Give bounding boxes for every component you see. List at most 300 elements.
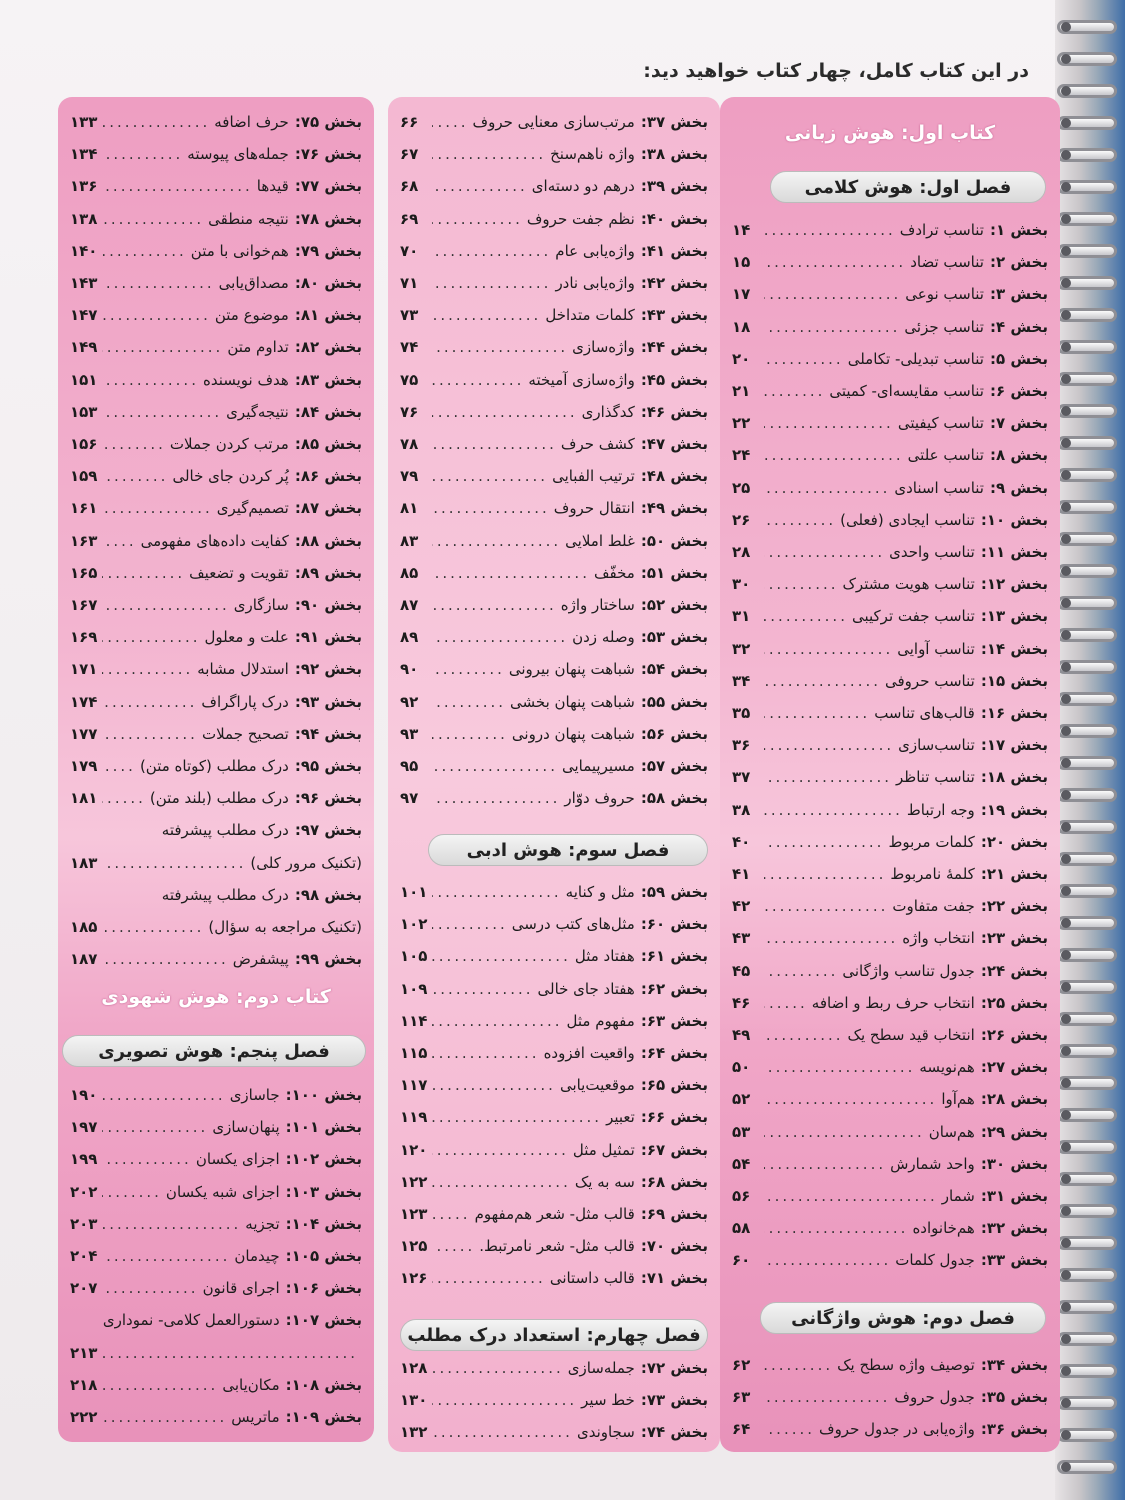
toc-entry[interactable] (732, 732, 1048, 758)
leader-dots (432, 371, 524, 389)
leader-dots (764, 801, 903, 819)
leader-dots (764, 1388, 890, 1406)
leader-dots (102, 177, 253, 195)
toc-entry[interactable] (732, 1215, 1048, 1241)
page-number: ۱۲۲ (400, 1172, 428, 1191)
section-number: بخش ۴۶: (640, 402, 708, 421)
page-number: ۳۶ (732, 736, 751, 755)
page-number: ۱۱۷ (400, 1076, 428, 1095)
toc-entry[interactable] (400, 1355, 708, 1381)
section-title: تجزیه (245, 1214, 280, 1233)
page-number: ۱۴۹ (70, 338, 98, 357)
toc-entry[interactable] (70, 1275, 362, 1301)
page-number: ۱۶۹ (70, 628, 98, 647)
toc-entry[interactable] (732, 861, 1048, 887)
toc-entry[interactable] (732, 893, 1048, 919)
toc-entry[interactable] (400, 1419, 708, 1445)
page-number: ۷۹ (400, 467, 419, 486)
chapter1-header: فصل اول: هوش کلامی (770, 171, 1046, 203)
toc-entry[interactable] (400, 1265, 708, 1291)
section-title: تناسب هویت مشترک (842, 575, 975, 594)
section-number: بخش ۲: (989, 253, 1048, 272)
toc-entry[interactable] (400, 399, 708, 425)
section-title: تصحیح جملات (201, 724, 289, 743)
toc-entry[interactable] (732, 346, 1048, 372)
page-number: ۷۳ (400, 306, 419, 325)
page-number: ۱۵۶ (70, 435, 98, 453)
page-number: ۴۲ (732, 897, 751, 916)
section-number: بخش ۶۵: (640, 1076, 708, 1095)
leader-dots (432, 1076, 556, 1094)
section-number: بخش ۶: (989, 382, 1048, 400)
toc-entry[interactable] (400, 911, 708, 937)
page-number: ۲۰۴ (70, 1247, 98, 1265)
section-title: هم‌خوانی با متن (190, 241, 289, 260)
toc-entry[interactable] (70, 1243, 362, 1269)
toc-entry[interactable] (400, 624, 708, 650)
toc-entry[interactable] (70, 946, 362, 972)
toc-entry[interactable] (70, 141, 362, 167)
page-number: ۳۲ (732, 639, 751, 658)
toc-entry[interactable] (400, 1233, 708, 1259)
section-number: بخش ۵۴: (640, 660, 708, 679)
toc-entry[interactable] (400, 334, 708, 360)
toc-entry[interactable] (70, 109, 362, 135)
chapter4-header: فصل چهارم: استعداد درک مطلب (400, 1319, 708, 1351)
leader-dots (432, 725, 508, 743)
toc-entry[interactable] (732, 797, 1048, 823)
leader-dots (764, 865, 886, 883)
toc-entry[interactable] (400, 753, 708, 779)
leader-dots (764, 1356, 833, 1374)
toc-entry[interactable] (732, 700, 1048, 726)
section-title: انتخاب قید سطح یک (847, 1026, 975, 1044)
leader-dots (102, 693, 197, 711)
toc-entry[interactable] (70, 1307, 362, 1333)
toc-entry[interactable] (400, 785, 708, 811)
section-title: استدلال مشابه (197, 660, 289, 679)
page-number: ۶۲ (732, 1356, 751, 1374)
toc-entry[interactable] (400, 1137, 708, 1163)
binding-hole (1061, 54, 1071, 64)
section-number: بخش ۷۵: (294, 113, 362, 131)
page-number: ۱۹۷ (70, 1118, 98, 1137)
section-title: درک پاراگراف (201, 692, 289, 711)
toc-entry[interactable] (400, 943, 708, 969)
section-title: مثل‌های کتب درسی (511, 915, 635, 934)
page-number: ۵۴ (732, 1154, 751, 1173)
toc-entry[interactable] (400, 689, 708, 715)
toc-entry[interactable] (70, 302, 362, 328)
leader-dots (764, 1155, 886, 1173)
toc-entry[interactable] (732, 829, 1048, 855)
page-number: ۱۷۹ (70, 757, 98, 775)
toc-entry[interactable] (70, 689, 362, 715)
toc-entry[interactable] (70, 173, 362, 199)
section-number: بخش ۸۳: (294, 370, 362, 389)
section-title: سازگاری (233, 596, 289, 614)
section-title: قالب مثل- شعر نامرتبط. (479, 1237, 635, 1256)
section-title: درک مطلب (کوتاه متن) (139, 757, 289, 775)
section-title: شمار (941, 1187, 975, 1205)
page-number: ۵۰ (732, 1058, 751, 1077)
leader-dots (764, 672, 881, 690)
toc-entry[interactable] (400, 431, 708, 457)
section-title: مصداق‌یابی (218, 274, 289, 292)
toc-entry[interactable] (400, 592, 708, 618)
section-number: بخش ۷۶: (294, 145, 362, 164)
binding-hole (1061, 1302, 1071, 1312)
section-number: بخش ۴۴: (640, 338, 708, 357)
section-number: بخش ۶۸: (640, 1172, 708, 1191)
section-title: درک مطلب پیشرفته (161, 821, 289, 840)
book2-title: کتاب دوم: هوش شهودی (101, 986, 331, 1008)
section-number: بخش ۱۰۹: (285, 1408, 362, 1426)
leader-dots (764, 962, 838, 980)
toc-entry[interactable] (400, 1040, 708, 1066)
page-number: ۱۲۳ (400, 1205, 428, 1223)
page-number: ۲۲ (732, 414, 751, 433)
toc-entry[interactable] (70, 270, 362, 296)
section-title: تناسب تناظر (895, 768, 975, 787)
leader-dots (432, 883, 562, 901)
toc-entry[interactable] (732, 475, 1048, 501)
toc-entry[interactable] (732, 1086, 1048, 1112)
toc-entry[interactable] (400, 1104, 708, 1130)
leader-dots (764, 543, 885, 561)
binding-hole (1061, 86, 1071, 96)
page-number: ۱۸۱ (70, 789, 98, 808)
section-title: دستورالعمل کلامی- نموداری (102, 1311, 280, 1330)
toc-entry[interactable] (732, 1022, 1048, 1048)
section-title: درک مطلب (بلند متن) (149, 789, 289, 808)
page-number: ۱۵۹ (70, 467, 98, 486)
section-title: کفایت داده‌های مفهومی (140, 531, 289, 550)
leader-dots (432, 177, 528, 195)
page-number: ۶۷ (400, 145, 419, 164)
toc-entry[interactable] (70, 463, 362, 489)
binding-hole (1061, 310, 1071, 320)
page-number: ۱۳۴ (70, 145, 98, 164)
section-number: بخش ۶۶: (640, 1108, 708, 1127)
binding-hole (1061, 726, 1071, 736)
leader-dots (432, 1108, 602, 1126)
toc-panel-left (58, 97, 374, 1442)
section-number: بخش ۷۹: (294, 241, 362, 260)
section-title: قالب داستانی (549, 1269, 635, 1288)
page-number: ۵۶ (732, 1187, 751, 1205)
toc-entry[interactable] (70, 882, 362, 908)
toc-entry[interactable] (70, 624, 362, 650)
leader-dots (764, 704, 870, 722)
page-number: ۱۴۳ (70, 274, 98, 292)
page-number: ۱۱۴ (400, 1011, 428, 1030)
toc-entry[interactable] (400, 1169, 708, 1195)
leader-dots (432, 915, 508, 933)
section-number: بخش ۳۶: (980, 1420, 1048, 1439)
toc-entry[interactable] (70, 1211, 362, 1237)
toc-entry[interactable] (732, 668, 1048, 694)
section-title: مرتب‌سازی معنایی حروف (472, 113, 635, 131)
toc-panel-middle (388, 97, 720, 1452)
section-number: بخش ۸۸: (294, 531, 362, 550)
leader-dots (102, 306, 211, 324)
toc-entry[interactable] (732, 1416, 1048, 1442)
toc-entry[interactable] (732, 603, 1048, 629)
toc-entry[interactable] (400, 976, 708, 1002)
page-number: ۴۵ (732, 961, 751, 980)
page-number: ۷۶ (400, 402, 419, 421)
page-number: ۷۵ (400, 370, 419, 389)
toc-entry[interactable] (732, 442, 1048, 468)
toc-entry[interactable] (400, 656, 708, 682)
section-number: بخش ۷: (989, 414, 1048, 433)
section-number: بخش ۵۶: (640, 724, 708, 743)
leader-dots (432, 145, 546, 163)
page-number: ۶۹ (400, 209, 419, 228)
toc-entry[interactable] (400, 1072, 708, 1098)
toc-entry[interactable] (70, 367, 362, 393)
leader-dots (432, 403, 578, 421)
toc-entry[interactable] (70, 560, 362, 586)
leader-dots (764, 994, 808, 1012)
toc-entry[interactable] (70, 399, 362, 425)
toc-entry[interactable] (400, 367, 708, 393)
section-number: بخش ۷۷: (294, 177, 362, 196)
section-number: بخش ۱۱: (980, 543, 1048, 561)
leader-dots (432, 1141, 569, 1159)
leader-dots (764, 897, 888, 915)
section-number: بخش ۱۰۱: (285, 1118, 362, 1137)
toc-entry[interactable] (400, 495, 708, 521)
toc-entry[interactable] (732, 925, 1048, 951)
toc-entry[interactable] (70, 656, 362, 682)
toc-entry[interactable] (400, 238, 708, 264)
leader-dots (102, 435, 166, 453)
toc-entry[interactable] (70, 817, 362, 843)
toc-entry[interactable] (70, 1146, 362, 1172)
toc-entry[interactable] (400, 302, 708, 328)
binding-hole (1061, 1110, 1071, 1120)
toc-entry[interactable] (70, 1082, 362, 1108)
section-title: شباهت پنهان بخشی (510, 692, 635, 711)
page-number: ۱۲۶ (400, 1269, 428, 1288)
toc-entry[interactable] (400, 206, 708, 232)
toc-entry[interactable] (70, 914, 362, 940)
section-title: هفتاد مثل (574, 947, 635, 966)
toc-entry[interactable] (400, 1201, 708, 1227)
section-title: تناسب تبدیلی- تکاملی (847, 349, 984, 368)
toc-entry[interactable] (400, 463, 708, 489)
toc-entry[interactable] (400, 1008, 708, 1034)
page-number: ۱۶۳ (70, 531, 98, 550)
leader-dots (764, 350, 844, 368)
toc-entry[interactable] (70, 1404, 362, 1430)
section-title: شباهت پنهان درونی (511, 724, 635, 743)
toc-entry-continuation[interactable] (70, 1340, 362, 1366)
leader-dots (102, 1118, 208, 1136)
toc-entry[interactable] (400, 560, 708, 586)
page-number: ۳۱ (732, 607, 751, 626)
section-title: سجاوندی (576, 1423, 635, 1442)
section-number: بخش ۹۷: (294, 821, 362, 840)
toc-entry[interactable] (732, 958, 1048, 984)
section-title: واژه‌یابی نادر (555, 274, 635, 292)
toc-entry[interactable] (732, 1384, 1048, 1410)
toc-entry[interactable] (732, 1247, 1048, 1273)
toc-entry[interactable] (70, 1114, 362, 1140)
section-title: نظم جفت حروف (526, 209, 635, 228)
section-title: هم‌سان (928, 1122, 975, 1141)
leader-dots (764, 285, 901, 303)
toc-entry[interactable] (70, 1179, 362, 1205)
binding-hole (1061, 1334, 1071, 1344)
page-number: ۴۱ (732, 865, 751, 883)
section-title: قالب‌های تناسب (874, 704, 975, 722)
toc-entry[interactable] (732, 1352, 1048, 1378)
section-title: اجزای یکسان (195, 1150, 280, 1169)
binding-hole (1061, 790, 1071, 800)
leader-dots (102, 499, 213, 517)
section-number: بخش ۴۵: (640, 370, 708, 389)
binding-hole (1061, 918, 1071, 928)
page-number: ۱۸۵ (70, 918, 98, 936)
binding-hole (1061, 1046, 1071, 1056)
toc-entry[interactable] (400, 879, 708, 905)
section-title: واژه‌سازی (572, 338, 635, 357)
leader-dots (102, 210, 204, 228)
toc-entry[interactable] (70, 721, 362, 747)
binding-hole (1061, 854, 1071, 864)
toc-entry[interactable] (400, 1387, 708, 1413)
section-number: بخش ۴۰: (640, 209, 708, 228)
toc-entry[interactable] (400, 173, 708, 199)
toc-entry[interactable] (400, 528, 708, 554)
section-title: غلط املایی (565, 531, 635, 550)
section-title: حرف اضافه (214, 113, 289, 131)
leader-dots (764, 833, 884, 851)
toc-entry[interactable] (400, 721, 708, 747)
toc-entry[interactable] (732, 1183, 1048, 1209)
leader-dots (432, 1391, 577, 1409)
section-title: هم‌نویسه (919, 1058, 975, 1077)
binding-hole (1061, 1174, 1071, 1184)
page-number: ۴۳ (732, 929, 751, 948)
leader-dots (102, 1247, 230, 1265)
toc-entry[interactable] (70, 334, 362, 360)
toc-entry[interactable] (70, 1372, 362, 1398)
section-title: تناسب مقایسه‌ای- کمیتی (829, 382, 984, 400)
toc-entry[interactable] (732, 507, 1048, 533)
section-title: تناسب حروفی (885, 671, 975, 690)
section-number: بخش ۱۰: (980, 510, 1048, 529)
page-number: ۱۶۱ (70, 499, 98, 518)
chapter5-header: فصل پنجم: هوش تصویری (62, 1035, 366, 1067)
toc-entry[interactable] (70, 495, 362, 521)
section-number: بخش ۲۰: (980, 832, 1048, 851)
section-number: بخش ۲۳: (980, 929, 1048, 948)
toc-entry[interactable] (70, 206, 362, 232)
toc-entry[interactable] (732, 1119, 1048, 1145)
section-number: بخش ۷۳: (640, 1391, 708, 1410)
toc-entry[interactable] (732, 990, 1048, 1016)
toc-entry[interactable] (70, 785, 362, 811)
leader-dots (102, 338, 223, 356)
toc-entry[interactable] (732, 410, 1048, 436)
leader-dots (764, 479, 890, 497)
binding-hole (1061, 950, 1071, 960)
section-number: بخش ۳۰: (980, 1154, 1048, 1173)
section-number: بخش ۱۲: (980, 575, 1048, 594)
section-title: تناسب علتی (907, 446, 984, 465)
section-number: بخش ۴۳: (640, 306, 708, 325)
section-number: بخش ۵۷: (640, 757, 708, 775)
page-number: ۲۰۲ (70, 1182, 98, 1201)
page-number: ۲۰ (732, 349, 751, 368)
toc-entry[interactable] (732, 1054, 1048, 1080)
binding-hole (1061, 566, 1071, 576)
toc-entry[interactable] (70, 431, 362, 457)
section-number: بخش ۳: (989, 285, 1048, 304)
toc-entry[interactable] (70, 850, 362, 876)
toc-entry[interactable] (732, 281, 1048, 307)
toc-entry[interactable] (732, 571, 1048, 597)
section-title: قیدها (256, 177, 289, 196)
leader-dots (764, 221, 896, 239)
toc-entry[interactable] (70, 528, 362, 554)
section-number: بخش ۱۷: (980, 736, 1048, 755)
section-title: انتخاب واژه (902, 929, 975, 948)
toc-entry[interactable] (732, 539, 1048, 565)
toc-entry[interactable] (400, 141, 708, 167)
leader-dots (102, 564, 185, 582)
toc-entry[interactable] (732, 217, 1048, 243)
toc-entry[interactable] (70, 753, 362, 779)
page-number: ۲۱۳ (70, 1343, 98, 1362)
section-number: بخش ۳۴: (980, 1356, 1048, 1374)
section-title: ترتیب الفبایی (552, 467, 635, 486)
toc-entry[interactable] (732, 249, 1048, 275)
toc-entry[interactable] (732, 314, 1048, 340)
leader-dots (764, 253, 906, 271)
page-number: ۶۰ (732, 1251, 751, 1270)
leader-dots (432, 435, 557, 453)
toc-entry[interactable] (70, 238, 362, 264)
page-number: ۴۰ (732, 832, 751, 851)
toc-entry[interactable] (732, 378, 1048, 404)
toc-entry[interactable] (732, 764, 1048, 790)
page-number: ۲۰۳ (70, 1214, 98, 1233)
section-title: هم‌آوا (941, 1090, 975, 1109)
page-number: ۱۹۰ (70, 1086, 98, 1104)
toc-entry[interactable] (400, 270, 708, 296)
section-title: جمله‌های پیوسته (187, 145, 289, 164)
page-number: ۷۰ (400, 241, 419, 260)
leader-dots (102, 660, 193, 678)
toc-entry[interactable] (400, 109, 708, 135)
section-title: واحد شمارش (890, 1154, 975, 1173)
toc-entry[interactable] (70, 592, 362, 618)
toc-entry[interactable] (732, 636, 1048, 662)
section-number: بخش ۱۹: (980, 800, 1048, 819)
section-title: موقعیت‌یابی (559, 1076, 635, 1095)
page-number: ۱۵ (732, 253, 751, 272)
toc-entry[interactable] (732, 1151, 1048, 1177)
section-number: بخش ۹۲: (294, 660, 362, 679)
page-number: ۳۰ (732, 575, 751, 594)
section-title: نتیجه‌گیری (226, 402, 289, 421)
section-title: ساختار واژه (560, 596, 635, 614)
